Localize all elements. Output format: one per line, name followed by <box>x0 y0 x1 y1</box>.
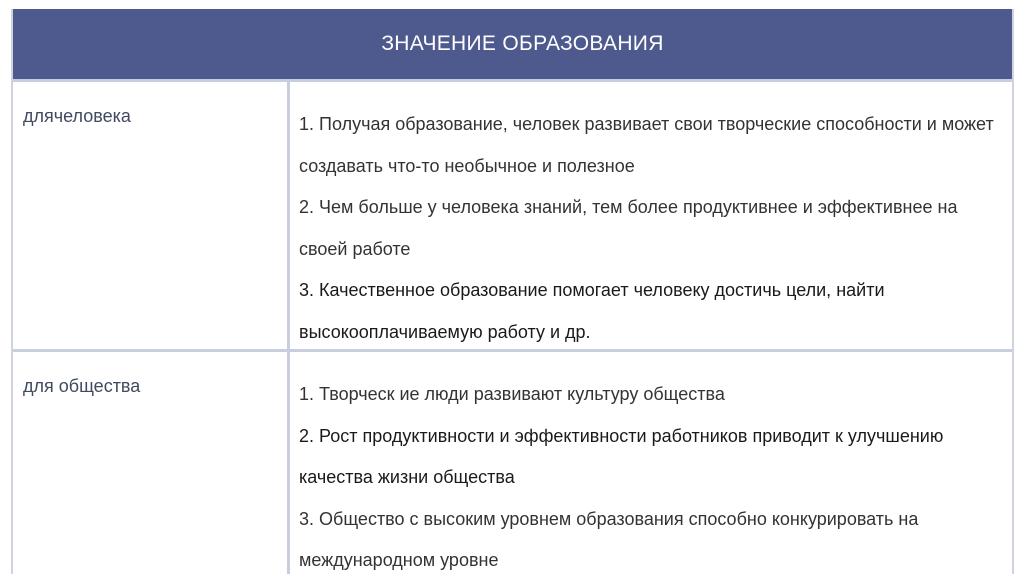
page-title: ЗНАЧЕНИЕ ОБРАЗОВАНИЯ <box>381 32 664 55</box>
table-row-society <box>13 352 1012 574</box>
table-header <box>13 9 1012 82</box>
row-label-society: для общества <box>23 376 141 396</box>
list-item: 1. Творческ ие люди развивают культуру общества <box>299 384 725 404</box>
education-table <box>11 9 1014 574</box>
list-item: 3. Качественное образование помогает человеку достичь цели, найти высокооплачиваемую работу и др. <box>299 280 885 342</box>
list-item: 3. Общество с высоким уровнем образования способно конкурировать на международном уровне <box>299 508 919 570</box>
list-item: 2. Рост продуктивности и эффективности работников приводит к улучшению качества жизни общества <box>299 425 944 487</box>
row-label-person: длячеловека <box>23 106 131 126</box>
row-content-person <box>299 104 1009 353</box>
table-row-person <box>13 82 1012 352</box>
column-divider <box>287 82 290 574</box>
list-item: 2. Чем больше у человека знаний, тем более продуктивнее и эффективнее на своей работе <box>299 197 958 259</box>
list-item: 1. Получая образование, человек развивает свои творческие способности и может создавать что-то необычное и полезное <box>299 114 994 176</box>
row-content-society <box>299 374 1009 574</box>
